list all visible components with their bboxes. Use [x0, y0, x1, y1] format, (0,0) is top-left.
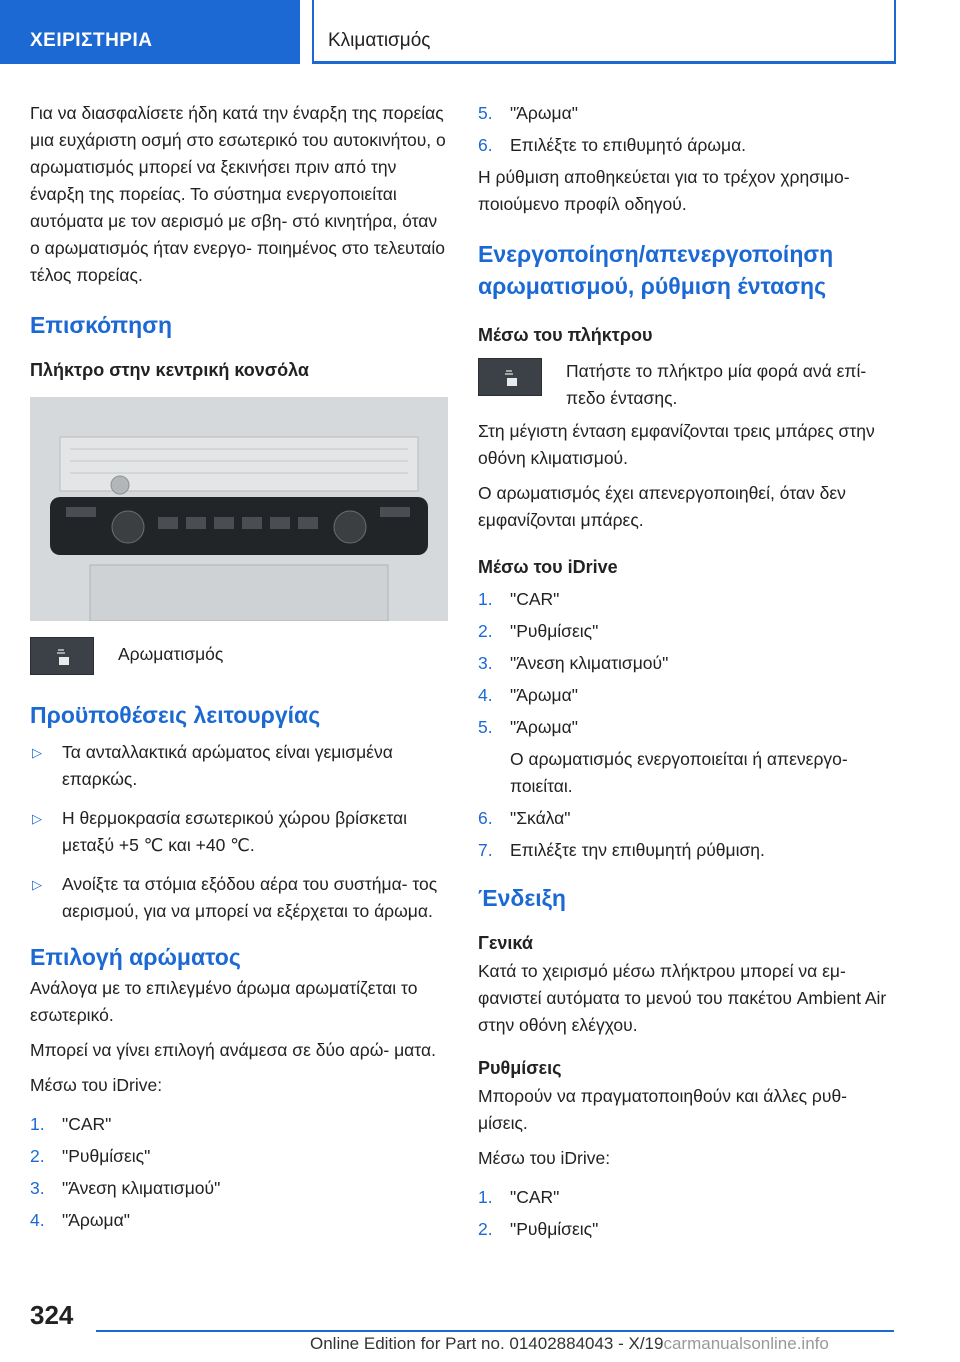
list-item: 1. "CAR" — [478, 1187, 560, 1207]
list-item: 6. Επιλέξτε το επιθυμητό άρωμα. — [478, 135, 747, 155]
scent-steps-continued — [478, 100, 890, 159]
left-column — [30, 100, 450, 1239]
list-item: 1. "CAR" — [30, 1114, 112, 1134]
general-heading: Γενικά — [478, 933, 533, 953]
max-intensity-text: Στη μέγιστη ένταση εμφανίζονται τρεις μπάρες στην οθόνη κλιματισμού. — [478, 421, 875, 468]
scent-selection-p1: Ανάλογα με το επιλεγμένο άρωμα αρωματίζεται το εσωτερικό. — [30, 978, 418, 1025]
list-item: ▷ Η θερμοκρασία εσωτερικού χώρου βρίσκεται μεταξύ +5 ℃ και +40 ℃. — [30, 805, 450, 859]
chapter-title: Κλιματισμός — [312, 0, 896, 64]
fragrance-icon — [501, 368, 521, 388]
list-item: 3. "Άνεση κλιματισμού" — [478, 653, 669, 673]
list-item: 2. "Ρυθμίσεις" — [478, 621, 599, 641]
settings-steps — [478, 1184, 890, 1243]
list-item: 4. "Άρωμα" — [30, 1210, 130, 1230]
list-item: 2. "Ρυθμίσεις" — [478, 1219, 599, 1239]
prereq-list — [30, 739, 450, 925]
list-item: ▷ Τα ανταλλακτικά αρώματος είναι γεμισμένα επαρκώς. — [30, 739, 450, 793]
overview-heading: Επισκόπηση — [30, 312, 172, 338]
idrive-steps — [478, 586, 890, 864]
footer-edition: Online Edition for Part no. 01402884043 - X/19carmanualsonline.info — [310, 1334, 829, 1353]
page-number: 324 — [30, 1300, 74, 1330]
manual-section-tab: ΧΕΙΡΙΣΤΗΡΙΑ — [0, 0, 300, 64]
settings-text: Μπορούν να πραγματοποιηθούν και άλλες ρυθ- μίσεις. — [478, 1086, 848, 1133]
prereq-heading: Προϋποθέσεις λειτουργίας — [30, 702, 321, 728]
scent-selection-p2: Μπορεί να γίνει επιλογή ανάμεσα σε δύο αρώ- ματα. — [30, 1040, 436, 1060]
triangle-bullet-icon: ▷ — [32, 811, 42, 826]
list-item: 5. "Άρωμα" — [478, 103, 578, 123]
list-item: 5. "Άρωμα" Ο αρωματισμός ενεργοποιείται ή απενεργο- ποιείται. — [478, 717, 848, 796]
settings-heading: Ρυθμίσεις — [478, 1058, 562, 1078]
button-heading: Μέσω του πλήκτρου — [478, 325, 653, 345]
scent-selection-heading: Επιλογή αρώματος — [30, 944, 241, 970]
button-instruction — [478, 358, 890, 412]
off-text: Ο αρωματισμός έχει απενεργοποιηθεί, όταν δεν εμφανίζονται μπάρες. — [478, 483, 846, 530]
triangle-bullet-icon: ▷ — [32, 877, 42, 892]
scent-selection-p3: Μέσω του iDrive: — [30, 1075, 163, 1095]
triangle-bullet-icon: ▷ — [32, 745, 42, 760]
scent-button-icon — [478, 358, 542, 396]
list-item: ▷ Ανοίξτε τα στόμια εξόδου αέρα του συστήμα- τος αερισμού, για να μπορεί να εξέρχεται το άρωμα. — [30, 871, 450, 925]
list-item: 4. "Άρωμα" — [478, 685, 578, 705]
intro-paragraph: Για να διασφαλίσετε ήδη κατά την έναρξη της πορείας μια ευχάριστη οσμή στο εσωτερικό του αυτοκινήτου, ο αρωματισμός μπορεί να ξεκινήσει πριν από την έναρξη της πορείας. Το σύστημα ενεργοποιείται αυτόματα με τον αερισμό με σβη- στό κινητήρα, όταν ο αρωματισμός ήταν ενεργο- ποιημένος στο τελευταίο τέλος πορείας. — [30, 103, 446, 285]
list-item: 6. "Σκάλα" — [478, 808, 571, 828]
footer-rule — [96, 1330, 894, 1332]
general-text: Κατά το χειρισμό μέσω πλήκτρου μπορεί να εμ- φανιστεί αυτόματα το μενού του πακέτου Ambient Air στην οθόνη ελέγχου. — [478, 961, 887, 1035]
list-item: 1. "CAR" — [478, 589, 560, 609]
scent-button-caption: Αρωματισμός — [118, 644, 224, 664]
right-column — [478, 100, 890, 1248]
list-item: 2. "Ρυθμίσεις" — [30, 1146, 151, 1166]
list-item: 7. Επιλέξτε την επιθυμητή ρύθμιση. — [478, 840, 765, 860]
idrive-heading: Μέσω του iDrive — [478, 557, 618, 577]
watermark: carmanualsonline.info — [663, 1334, 829, 1353]
scent-steps — [30, 1111, 450, 1234]
display-heading: Ένδειξη — [478, 885, 566, 911]
scent-button-legend — [30, 637, 450, 675]
console-heading: Πλήκτρο στην κεντρική κονσόλα — [30, 360, 309, 380]
center-console-photo — [30, 397, 448, 621]
climate-panel-illustration — [30, 397, 448, 621]
toggle-heading: Ενεργοποίηση/απενεργοποίηση αρωματισμού, ρύθμιση έντασης — [478, 241, 834, 299]
scent-button-icon — [30, 637, 94, 675]
fragrance-icon — [53, 647, 73, 667]
button-instruction-text: Πατήστε το πλήκτρο μία φορά ανά επί- πεδο έντασης. — [566, 361, 867, 408]
profile-note: Η ρύθμιση αποθηκεύεται για το τρέχον χρησιμο- ποιούμενο προφίλ οδηγού. — [478, 167, 850, 214]
list-item: 3. "Άνεση κλιματισμού" — [30, 1178, 221, 1198]
settings-via: Μέσω του iDrive: — [478, 1148, 611, 1168]
